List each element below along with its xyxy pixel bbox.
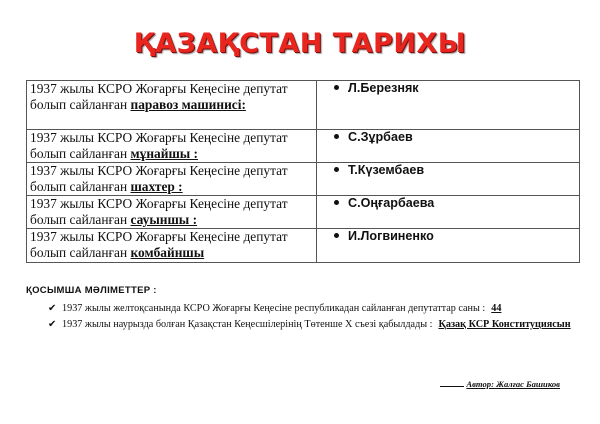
profession-label: паравоз машинисі: bbox=[130, 97, 246, 112]
profession-label: мұнайшы : bbox=[130, 146, 199, 161]
row-text: 1937 жылы КСРО Жоғарғы Кеңесіне депутат болып сайланған bbox=[30, 130, 288, 161]
list-item bbox=[48, 301, 588, 317]
fact-answer: 44 bbox=[491, 303, 502, 314]
bullet-icon bbox=[334, 134, 339, 139]
profession-label: сауыншы : bbox=[130, 212, 198, 227]
deputy-name: Л.Березняк bbox=[348, 81, 419, 95]
facts-list bbox=[48, 301, 588, 333]
profession-label: шахтер : bbox=[130, 179, 183, 194]
row-text: 1937 жылы КСРО Жоғарғы Кеңесіне депутат болып сайланған bbox=[30, 196, 288, 227]
page-title: ҚАЗАҚСТАН ТАРИХЫ bbox=[133, 28, 467, 59]
fact-text: 1937 жылы желтоқсанында КСРО Жоғарғы Кеңесіне республикадан сайланған депутаттар саны : bbox=[62, 303, 486, 314]
checkmark-icon: ✔ bbox=[48, 303, 57, 314]
row-description bbox=[27, 229, 317, 263]
list-item bbox=[48, 317, 588, 333]
table-row bbox=[27, 81, 580, 130]
table-row bbox=[27, 229, 580, 263]
table-row bbox=[27, 196, 580, 229]
row-text: 1937 жылы КСРО Жоғарғы Кеңесіне депутат болып сайланған bbox=[30, 81, 288, 112]
bullet-icon bbox=[334, 167, 339, 172]
deputy-name-cell bbox=[317, 163, 580, 196]
row-description bbox=[27, 163, 317, 196]
deputy-name-cell bbox=[317, 196, 580, 229]
deputy-name: С.Оңғарбаева bbox=[348, 196, 435, 210]
row-description bbox=[27, 196, 317, 229]
row-description bbox=[27, 81, 317, 130]
fact-text: 1937 жылы наурызда болған Қазақстан Кеңесшілерінің Төтенше X съезі қабылдады : bbox=[62, 319, 433, 330]
deputy-name: И.Логвиненко bbox=[348, 229, 434, 243]
bullet-icon bbox=[334, 85, 339, 90]
deputy-name-cell bbox=[317, 130, 580, 163]
deputies-table bbox=[26, 80, 580, 263]
table-row bbox=[27, 163, 580, 196]
checkmark-icon: ✔ bbox=[48, 319, 57, 330]
author-underline bbox=[440, 386, 464, 387]
table-row bbox=[27, 130, 580, 163]
author-name: Автор: Жалғас Башиков bbox=[466, 379, 560, 389]
profession-label: комбайншы bbox=[130, 245, 205, 260]
deputy-name-cell bbox=[317, 81, 580, 130]
deputy-name: Т.Күзембаев bbox=[348, 163, 425, 177]
row-text: 1937 жылы КСРО Жоғарғы Кеңесіне депутат болып сайланған bbox=[30, 229, 288, 260]
row-description bbox=[27, 130, 317, 163]
bullet-icon bbox=[334, 233, 339, 238]
additional-info-heading: ҚОСЫМША МӘЛІМЕТТЕР : bbox=[26, 285, 157, 296]
row-text: 1937 жылы КСРО Жоғарғы Кеңесіне депутат болып сайланған bbox=[30, 163, 288, 194]
author-credit bbox=[440, 379, 560, 389]
deputy-name-cell bbox=[317, 229, 580, 263]
deputy-name: С.Зұрбаев bbox=[348, 130, 413, 144]
fact-answer: Қазақ КСР Конституциясын bbox=[438, 319, 571, 330]
bullet-icon bbox=[334, 200, 339, 205]
